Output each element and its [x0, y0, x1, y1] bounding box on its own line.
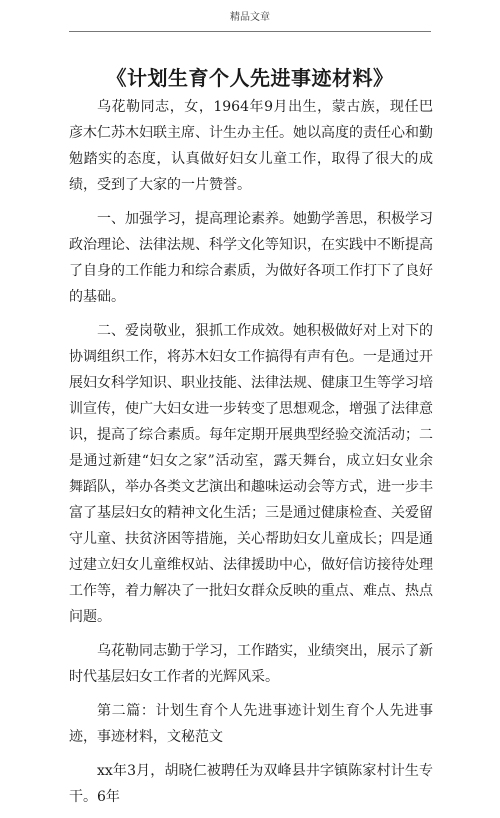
paragraph-work: 二、爱岗敬业，狠抓工作成效。她积极做好对上对下的协调组织工作，将苏木妇女工作搞得有声有色。一是通过开展妇女科学知识、职业技能、法律法规、健康卫生等学习培训宣传，使广大妇女进一步转变了思想观念，增强了法律意识，提高了综合素质。每年定期开展典型经验交流活动；二是通过新建“妇女之家”活动室，露天舞台，成立妇女业余舞蹈队，举办各类文艺演出和趣味运动会等方式，进一步丰富了基层妇女的精神文化生活；三是通过健康检查、关爱留守儿童、扶贫济困等措施，关心帮助妇女儿童成长；四是通过建立妇女儿童维权站、法律援助中心，做好信访接待处理工作等，着力解决了一批妇女群众反映的重点、难点、热点问题。 — [69, 323, 433, 625]
paragraph-second-article-title: 第二篇：计划生育个人先进事迹计划生育个人先进事迹，事迹材料，文秘范文 — [69, 703, 433, 745]
paragraph-summary: 乌花勒同志勤于学习，工作踏实，业绩突出，展示了新时代基层妇女工作者的光辉风采。 — [69, 643, 433, 685]
paragraph-study: 一、加强学习，提高理论素养。她勤学善思，积极学习政治理论、法律法规、科学文化等知识，在实践中不断提高了自身的工作能力和综合素质，为做好各项工作打下了良好的基础。 — [69, 211, 433, 305]
header-label: 精品文章 — [230, 12, 270, 23]
document-title: 《计划生育个人先进事迹材料》 — [106, 66, 394, 90]
paragraph-second-article-start: xx年3月，胡晓仁被聘任为双峰县井字镇陈家村计生专干。6年 — [69, 763, 433, 805]
header-divider — [69, 31, 431, 32]
paragraph-intro: 乌花勒同志，女，1964年9月出生，蒙古族，现任巴彦木仁苏木妇联主席、计生办主任。她以高度的责任心和勤勉踏实的态度，认真做好妇女儿童工作，取得了很大的成绩，受到了大家的一片赞誉。 — [69, 99, 433, 193]
document-body — [69, 94, 433, 818]
